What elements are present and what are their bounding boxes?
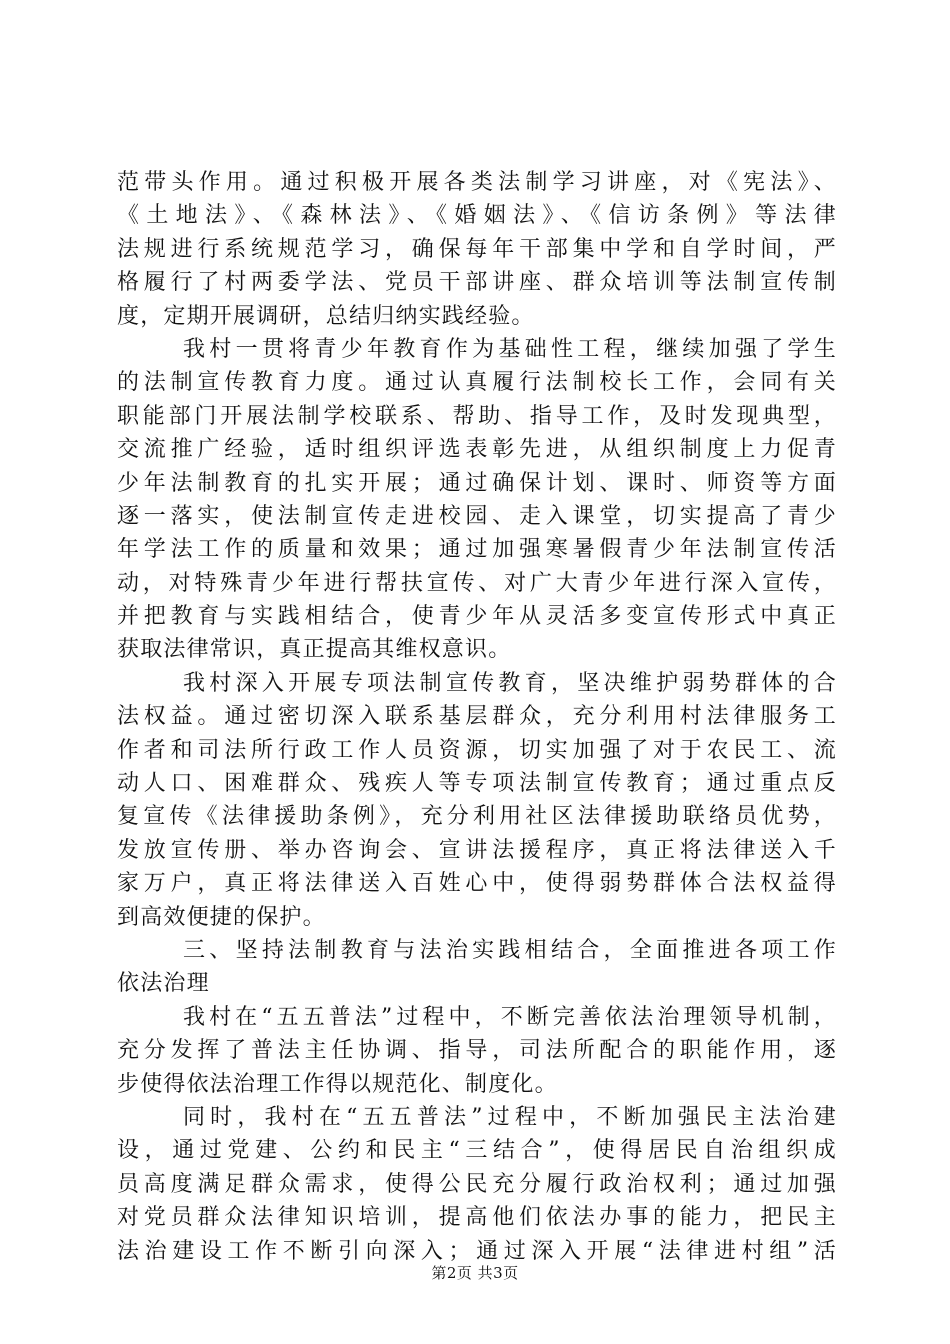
text-line: 三、坚持法制教育与法治实践相结合，全面推进各项工作 [183,937,837,963]
text-line: 逐一落实，使法制宣传走进校园、走入课堂，切实提高了青少 [117,503,837,529]
text-line: 我村一贯将青少年教育作为基础性工程，继续加强了学生 [183,336,837,362]
text-line: 家万户，真正将法律送入百姓心中，使得弱势群体合法权益得 [117,871,837,897]
text-line: 范带头作用。通过积极开展各类法制学习讲座，对《宪法》、 [117,170,837,195]
text-line: 《土地法》、《森林法》、《婚姻法》、《信访条例》等法律 [117,203,837,229]
text-line: 复宣传《法律援助条例》，充分利用社区法律援助联络员优势， [117,804,837,830]
text-line: 我村在“五五普法”过程中，不断完善依法治理领导机制， [183,1004,837,1030]
text-line: 法权益。通过密切深入联系基层群众，充分利用村法律服务工 [117,704,837,730]
text-line: 步使得依法治理工作得以规范化、制度化。 [117,1071,558,1097]
text-line: 交流推广经验，适时组织评选表彰先进，从组织制度上力促青 [117,437,837,463]
text-line: 动人口、困难群众、残疾人等专项法制宣传教育；通过重点反 [117,771,837,797]
text-line: 格履行了村两委学法、党员干部讲座、群众培训等法制宣传制 [117,270,837,296]
text-line: 度，定期开展调研，总结归纳实践经验。 [117,303,535,329]
text-line: 年学法工作的质量和效果；通过加强寒暑假青少年法制宣传活 [117,537,837,563]
page-footer: 第2页 共3页 [431,1264,519,1282]
text-line: 充分发挥了普法主任协调、指导，司法所配合的职能作用，逐 [117,1038,837,1064]
text-line: 对党员群众法律知识培训，提高他们依法办事的能力，把民主 [117,1205,837,1231]
text-line: 依法治理 [117,971,210,997]
text-line: 动，对特殊青少年进行帮扶宣传、对广大青少年进行深入宣传， [117,570,837,596]
text-line: 法治建设工作不断引向深入；通过深入开展“法律进村组”活 [117,1238,837,1264]
text-line: 到高效便捷的保护。 [117,904,326,930]
text-line: 作者和司法所行政工作人员资源，切实加强了对于农民工、流 [117,737,837,763]
text-line: 少年法制教育的扎实开展；通过确保计划、课时、师资等方面 [117,470,837,496]
text-line: 职能部门开展法制学校联系、帮助、指导工作，及时发现典型， [117,403,837,429]
text-line: 员高度满足群众需求，使得公民充分履行政治权利；通过加强 [117,1171,837,1197]
text-line: 设，通过党建、公约和民主“三结合”，使得居民自治组织成 [117,1138,837,1164]
document-body [117,166,837,1268]
text-line: 的法制宣传教育力度。通过认真履行法制校长工作，会同有关 [117,370,837,396]
text-line: 获取法律常识，真正提高其维权意识。 [117,637,512,663]
text-line: 发放宣传册、举办咨询会、宣讲法援程序，真正将法律送入千 [117,837,837,863]
text-line: 我村深入开展专项法制宣传教育，坚决维护弱势群体的合 [183,670,837,696]
text-line: 法规进行系统规范学习，确保每年干部集中学和自学时间，严 [117,236,837,262]
text-line: 同时，我村在“五五普法”过程中，不断加强民主法治建 [183,1104,837,1130]
text-line: 并把教育与实践相结合，使青少年从灵活多变宣传形式中真正 [117,604,837,630]
